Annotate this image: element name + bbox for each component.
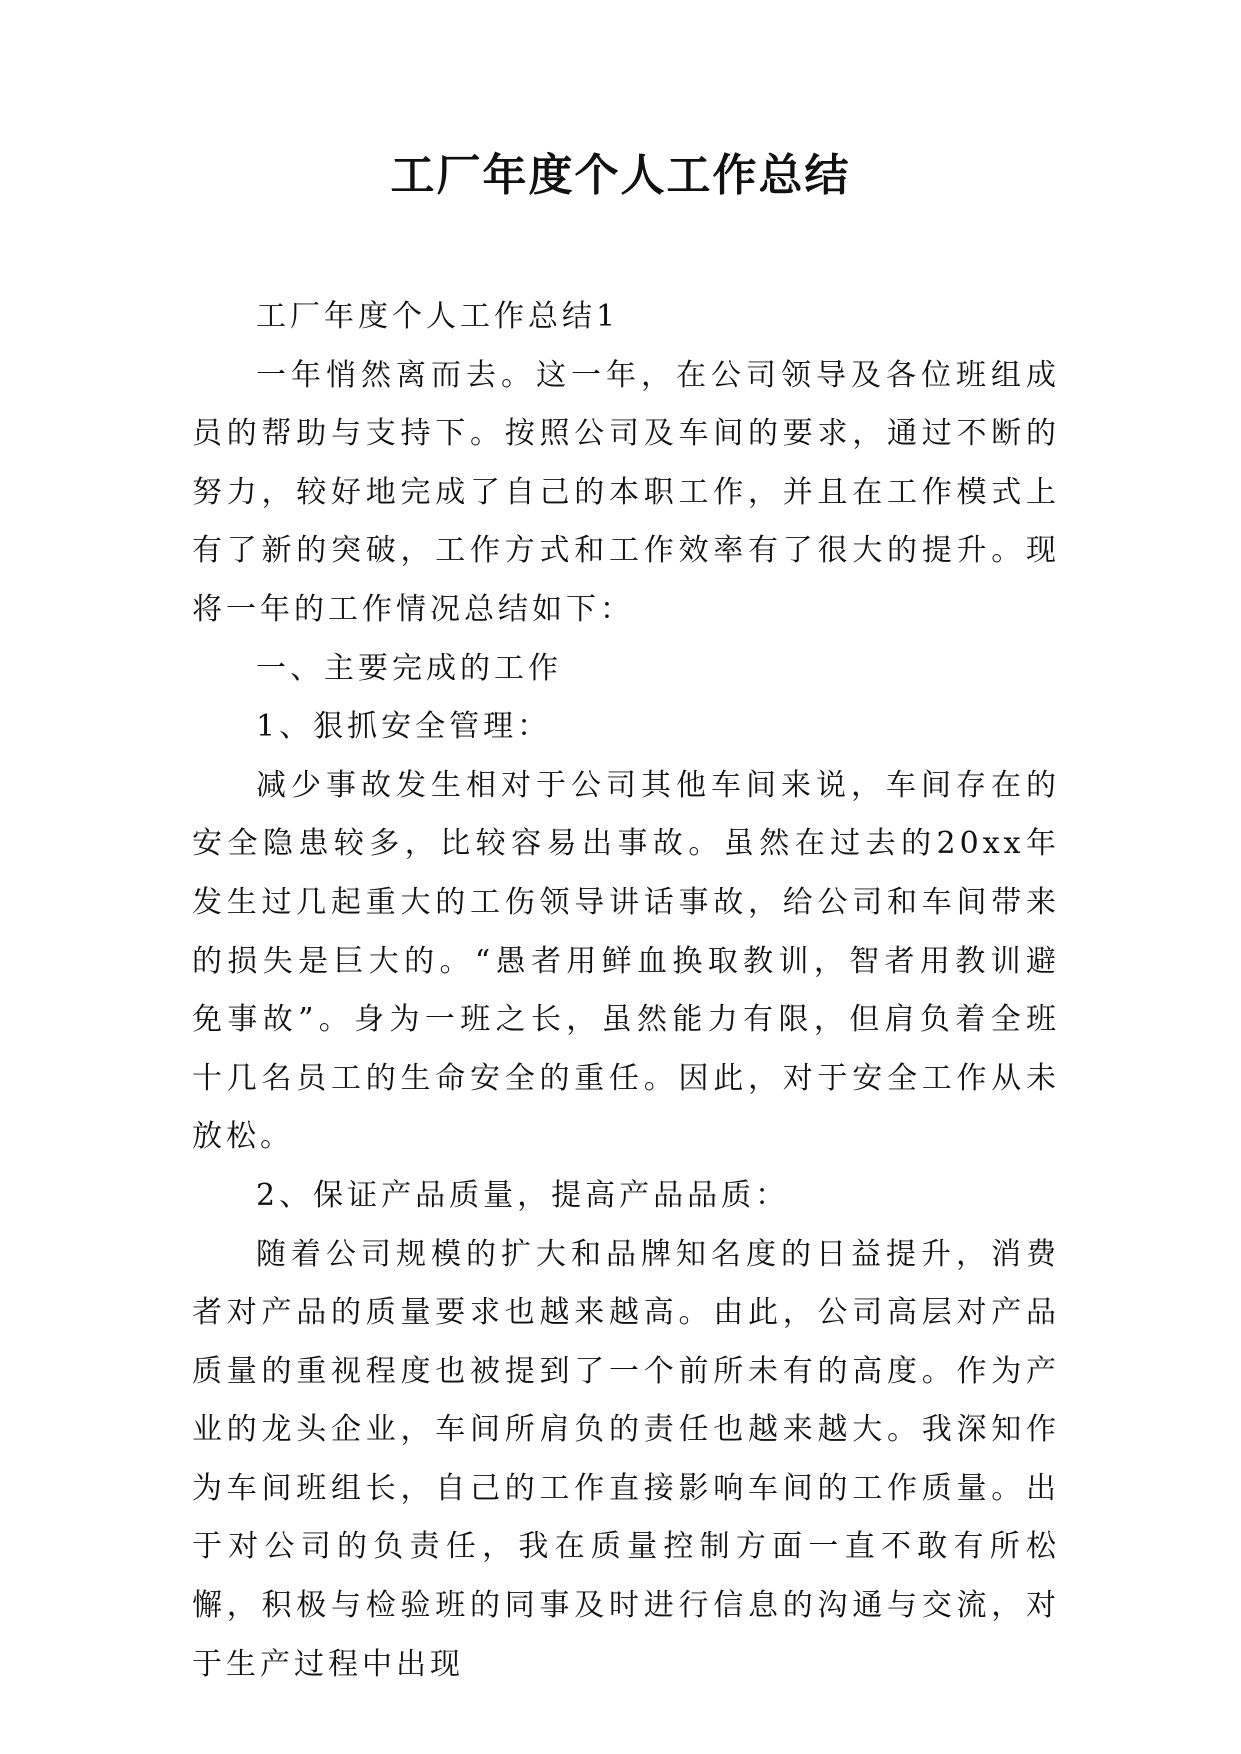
subsection-heading: 1、狠抓安全管理：: [256, 709, 552, 745]
section-heading: 一、主要完成的工作: [256, 650, 562, 686]
paragraph: 一年悄然离而去。这一年，在公司领导及各位班组成员的帮助与支持下。按照公司及车间的要求，通过不断的努力，较好地完成了自己的本职工作，并且在工作模式上有了新的突破，工作方式和工作效率有了很大的提升。现将一年的工作情况总结如下：: [192, 357, 1060, 627]
paragraph: 随着公司规模的扩大和品牌知名度的日益提升，消费者对产品的质量要求也越来越高。由此，公司高层对产品质量的重视程度也被提到了一个前所未有的高度。作为产业的龙头企业，车间所肩负的责任也越来越大。我深知作为车间班组长，自己的工作直接影响车间的工作质量。出于对公司的负责任，我在质量控制方面一直不敢有所松懈，积极与检验班的同事及时进行信息的沟通与交流，对于生产过程中出现: [192, 1236, 1060, 1682]
section-heading: 工厂年度个人工作总结1: [256, 299, 620, 334]
document-title: 工厂年度个人工作总结: [390, 150, 851, 201]
subsection-heading: 2、保证产品质量，提高产品品质：: [256, 1177, 790, 1213]
document-body: [192, 288, 1060, 1694]
paragraph: 减少事故发生相对于公司其他车间来说，车间存在的安全隐患较多，比较容易出事故。虽然在过去的20xx年发生过几起重大的工伤领导讲话事故，给公司和车间带来的损失是巨大的。“愚者用鲜血换取教训，智者用教训避免事故”。身为一班之长，虽然能力有限，但肩负着全班十几名员工的生命安全的重任。因此，对于安全工作从未放松。: [192, 767, 1060, 1155]
